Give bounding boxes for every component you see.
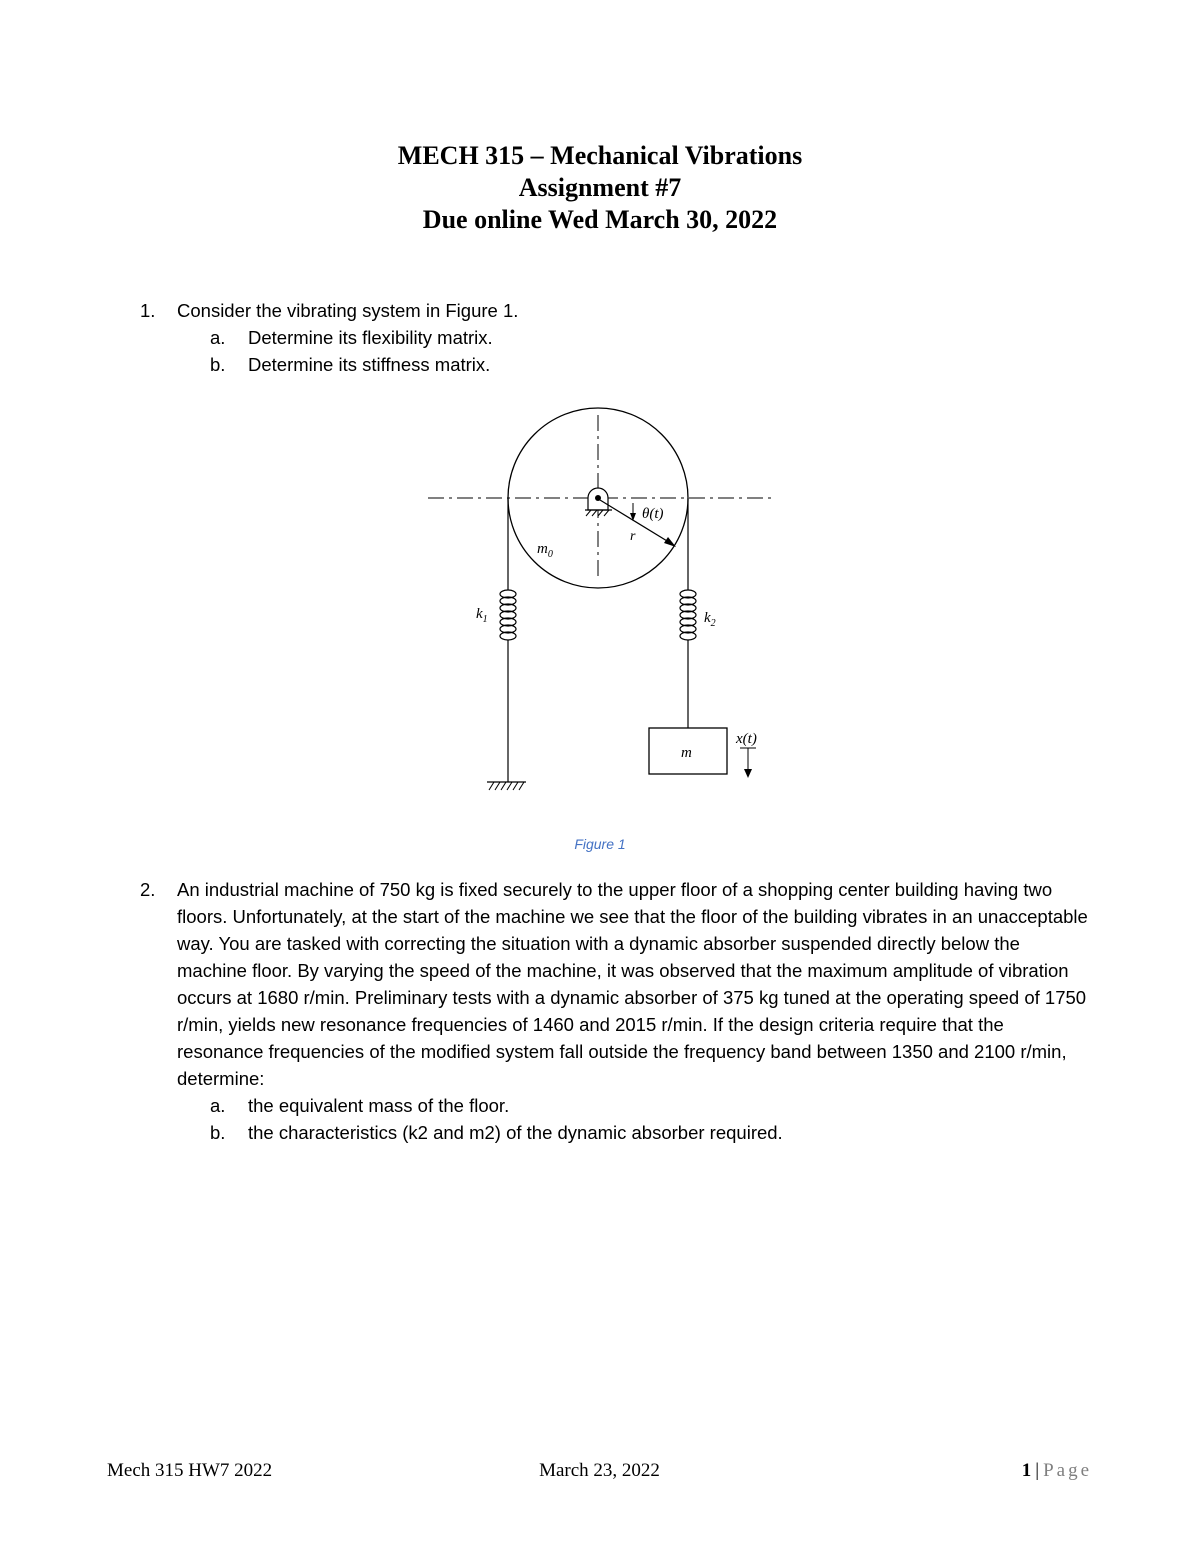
spring-k1 xyxy=(500,585,516,646)
page-word: Page xyxy=(1043,1460,1092,1481)
radius-label: r xyxy=(630,529,636,544)
question-text: An industrial machine of 750 kg is fixed securely to the upper floor of a shopping center building having two floors. Unfortunately, at the start of the machine we see that the floor of the building vibrates in an unacceptable way. You are tasked with correcting the situation with a dynamic absorber suspended directly below the machine floor. By varying the speed of the machine, it was observed that the maximum amplitude of vibration occurs at 1680 r/min. Preliminary tests with a dynamic absorber of 375 kg tuned at the operating speed of 1750 r/min, yields new resonance frequencies of 1460 and 2015 r/min. If the design criteria require that the resonance frequencies of the modified system fall outside the frequency band between 1350 and 2100 r/min, determine: xyxy=(177,879,1088,1089)
question-part xyxy=(210,324,1090,351)
x-arrow-icon xyxy=(744,769,752,778)
footer-date: March 23, 2022 xyxy=(539,1460,660,1481)
part-letter: b. xyxy=(210,1122,226,1143)
part-text: the equivalent mass of the floor. xyxy=(248,1095,510,1116)
x-label: x(t) xyxy=(736,731,757,747)
footer-doc-name: Mech 315 HW7 2022 xyxy=(107,1460,273,1481)
course-title: MECH 315 – Mechanical Vibrations xyxy=(397,141,803,170)
part-text: the characteristics (k2 and m2) of the dynamic absorber required. xyxy=(248,1122,783,1143)
question-part xyxy=(210,351,1090,378)
ground-icon xyxy=(487,782,526,790)
part-letter: b. xyxy=(210,354,226,375)
k2-label: $k_2$ xyxy=(704,610,716,629)
mass-label: m xyxy=(681,745,692,761)
pulley-spring-mass-diagram xyxy=(400,398,800,808)
part-text: Determine its flexibility matrix. xyxy=(248,327,493,348)
footer-separator: | xyxy=(1035,1460,1040,1481)
vibrating-system-figure xyxy=(400,398,800,808)
figure-caption: Figure 1 xyxy=(574,836,626,852)
document-title-block xyxy=(0,140,1200,236)
part-letter: a. xyxy=(210,1095,226,1116)
question-text: Consider the vibrating system in Figure 1. xyxy=(177,300,519,321)
footer-page xyxy=(1022,1460,1092,1482)
question-part xyxy=(210,1092,1090,1119)
spring-k2 xyxy=(680,585,696,646)
question-2 xyxy=(140,876,1090,1146)
question-1 xyxy=(140,297,1090,378)
theta-arrow-icon xyxy=(630,513,636,521)
k1-label: $k_1$ xyxy=(476,606,488,625)
theta-label: θ(t) xyxy=(642,506,664,522)
assignment-title: Assignment #7 xyxy=(518,173,682,202)
due-date: Due online Wed March 30, 2022 xyxy=(422,205,778,234)
part-text: Determine its stiffness matrix. xyxy=(248,354,491,375)
radius-arrowhead-icon xyxy=(664,537,676,547)
page-number: 1 xyxy=(1021,1460,1032,1481)
disc-mass-label: $m_0$ xyxy=(537,541,553,560)
page-footer xyxy=(107,1460,1092,1490)
question-number: 2. xyxy=(140,879,156,900)
question-number: 1. xyxy=(140,300,156,321)
question-part xyxy=(210,1119,1090,1146)
part-letter: a. xyxy=(210,327,226,348)
